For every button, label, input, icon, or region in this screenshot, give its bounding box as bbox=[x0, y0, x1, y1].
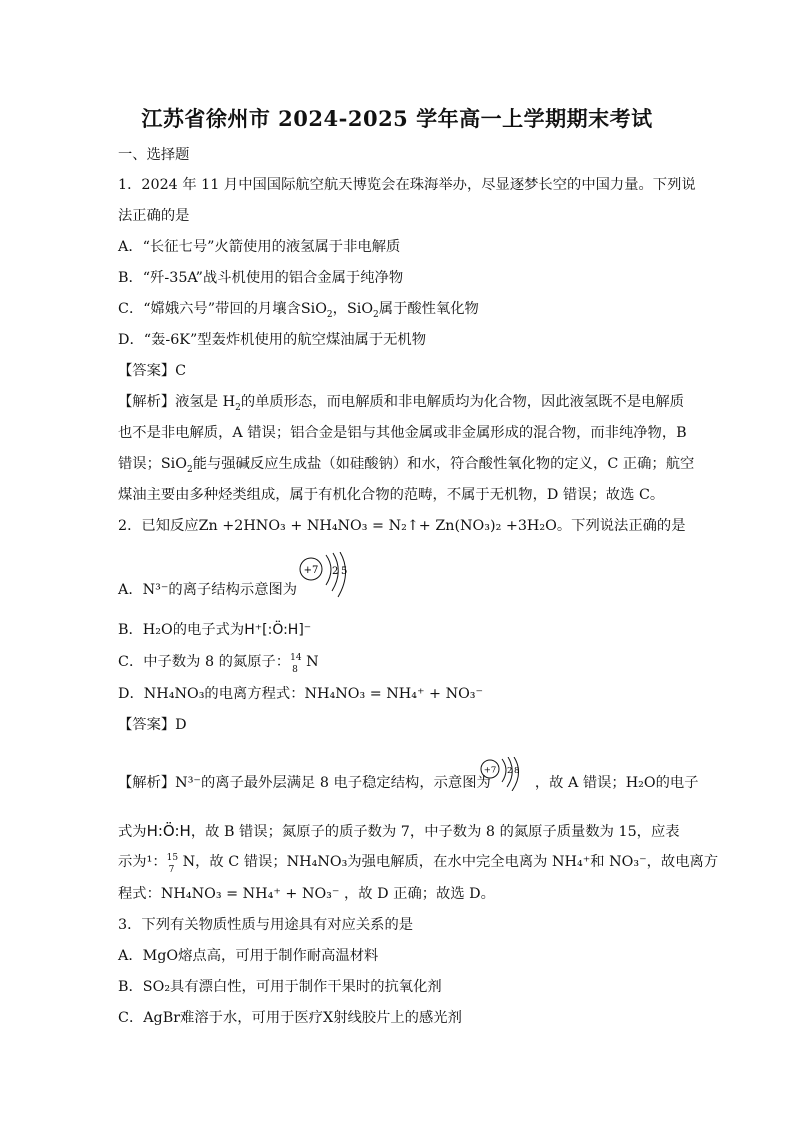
q2-answer: 【答案】D bbox=[118, 717, 187, 733]
q2-explanation-line2 bbox=[118, 821, 680, 842]
shell-arc-1 bbox=[326, 555, 331, 585]
q1-stem-line1: 1．2024 年 11 月中国国际航空航天博览会在珠海举办，尽显逐梦长空的中国力量。下列说 bbox=[118, 177, 696, 193]
q1-option-c: C．“嫦娥六号”带回的月壤含SiO$_2$，SiO$_2$属于酸性氧化物 bbox=[118, 301, 479, 320]
q2-option-d: D．NH₄NO₃的电离方程式：NH₄NO₃ = NH₄⁺ + NO₃⁻ bbox=[118, 686, 484, 702]
q2-explanation-line3 bbox=[118, 852, 719, 875]
nucleus-charge: +7 bbox=[303, 565, 319, 576]
nuclide-atomic-number: 8 bbox=[292, 665, 298, 675]
q3-stem: 3．下列有关物质性质与用途具有对应关系的是 bbox=[118, 917, 414, 933]
q3-option-a: A．MgO熔点高，可用于制作耐高温材料 bbox=[118, 948, 379, 964]
q1-explanation-line4: 煤油主要由多种烃类组成，属于有机化合物的范畴，不属于无机物，D 错误；故选 C。 bbox=[118, 487, 665, 503]
ion-structure-diagram-explanation bbox=[480, 757, 524, 791]
q2-exp-text3: 式为 bbox=[118, 824, 147, 840]
nuclide-symbol: N bbox=[182, 854, 196, 870]
q1-explanation-line2: 也不是非电解质，A 错误；铝合金是铝与其他金属或非金属形成的混合物，而非纯净物，B bbox=[118, 425, 687, 441]
q1-answer: 【答案】C bbox=[118, 363, 187, 379]
q1-option-a: A．“长征七号”火箭使用的液氢属于非电解质 bbox=[118, 239, 401, 255]
q2-exp-text6: ，故 C 错误；NH₄NO₃为强电解质，在水中完全电离为 NH₄⁺和 NO₃⁻，故电离方 bbox=[195, 854, 719, 870]
q1-option-c-text3: 属于酸性氧化物 bbox=[378, 301, 479, 317]
electron-formula: H⁺[:Ö:H]⁻ bbox=[244, 622, 312, 638]
water-lewis-structure: H:Ö:H bbox=[146, 822, 191, 840]
shell-electrons-2: 8 bbox=[514, 766, 520, 776]
q1-exp-text1: 【解析】液氢是 H bbox=[118, 394, 236, 410]
q2-exp-text5: 示为¹： bbox=[118, 854, 167, 870]
section-heading: 一、选择题 bbox=[118, 147, 190, 163]
q3-option-b: B．SO₂具有漂白性，可用于制作干果时的抗氧化剂 bbox=[118, 979, 442, 995]
q1-option-b: B．“歼-35A”战斗机使用的铝合金属于纯净物 bbox=[118, 270, 404, 286]
ion-structure-diagram bbox=[298, 552, 356, 598]
q2-option-c-text: C．中子数为 8 的氮原子： bbox=[118, 654, 291, 670]
nuclide-mass-number: 14 bbox=[290, 653, 302, 663]
shell-arc-1 bbox=[502, 759, 506, 782]
q1-explanation-line3: 错误；SiO$_2$能与强碱反应生成盐（如硅酸钠）和水，符合酸性氧化物的定义，C 正确；航空 bbox=[118, 456, 695, 475]
q2-explanation-line1 bbox=[118, 773, 699, 793]
q1-exp-text2: 的单质形态，而电解质和非电解质均为化合物，因此液氢既不是电解质 bbox=[240, 394, 685, 410]
q1-option-c-text1: C．“嫦娥六号”带回的月壤含SiO bbox=[118, 301, 327, 317]
q2-option-b-text: B．H₂O的电子式为 bbox=[118, 622, 245, 638]
q2-stem: 2．已知反应Zn +2HNO₃ + NH₄NO₃ = N₂↑+ Zn(NO₃)₂ +3H₂O。下列说法正确的是 bbox=[118, 518, 686, 534]
q1-exp-text3: 错误；SiO bbox=[118, 456, 187, 472]
q2-exp-text1: 【解析】N³⁻的离子最外层满足 8 电子稳定结构，示意图为 bbox=[118, 775, 491, 791]
q1-option-c-text2: ，SiO bbox=[332, 301, 374, 317]
q3-option-c: C．AgBr难溶于水，可用于医疗X射线胶片上的感光剂 bbox=[118, 1010, 462, 1026]
nuclide-mass-number: 15 bbox=[166, 853, 179, 863]
q1-stem-line2: 法正确的是 bbox=[118, 208, 190, 224]
q1-explanation-line1: 【解析】液氢是 $H_2$的单质形态，而电解质和非电解质均为化合物，因此液氢既不是电解质 bbox=[118, 394, 685, 413]
nuclide-symbol: N bbox=[306, 654, 319, 670]
shell-electrons-2: 5 bbox=[341, 566, 348, 577]
nucleus-charge: +7 bbox=[483, 765, 497, 776]
nuclide-atomic-number: 7 bbox=[168, 865, 175, 875]
q1-exp-text4: 能与强碱反应生成盐（如硅酸钠）和水，符合酸性氧化物的定义，C 正确；航空 bbox=[192, 456, 695, 472]
shell-electrons-1: 2 bbox=[507, 766, 513, 776]
q2-explanation-line4: 程式：NH₄NO₃ = NH₄⁺ + NO₃⁻ ，故 D 正确；故选 D。 bbox=[118, 886, 495, 902]
q2-option-a: A．N³⁻的离子结构示意图为 bbox=[118, 582, 298, 598]
q2-exp-text4: ，故 B 错误；氮原子的质子数为 7，中子数为 8 的氮原子质量数为 15，应表 bbox=[190, 824, 680, 840]
page-title: 江苏省徐州市 2024-2025 学年高一上学期期末考试 bbox=[141, 106, 653, 131]
q2-option-b bbox=[118, 620, 311, 640]
q1-option-d: D．“轰-6K”型轰炸机使用的航空煤油属于无机物 bbox=[118, 332, 427, 348]
q2-option-c bbox=[118, 652, 319, 675]
shell-electrons-1: 2 bbox=[332, 566, 339, 577]
q2-exp-text2: ，故 A 错误；H₂O的电子 bbox=[534, 775, 699, 791]
